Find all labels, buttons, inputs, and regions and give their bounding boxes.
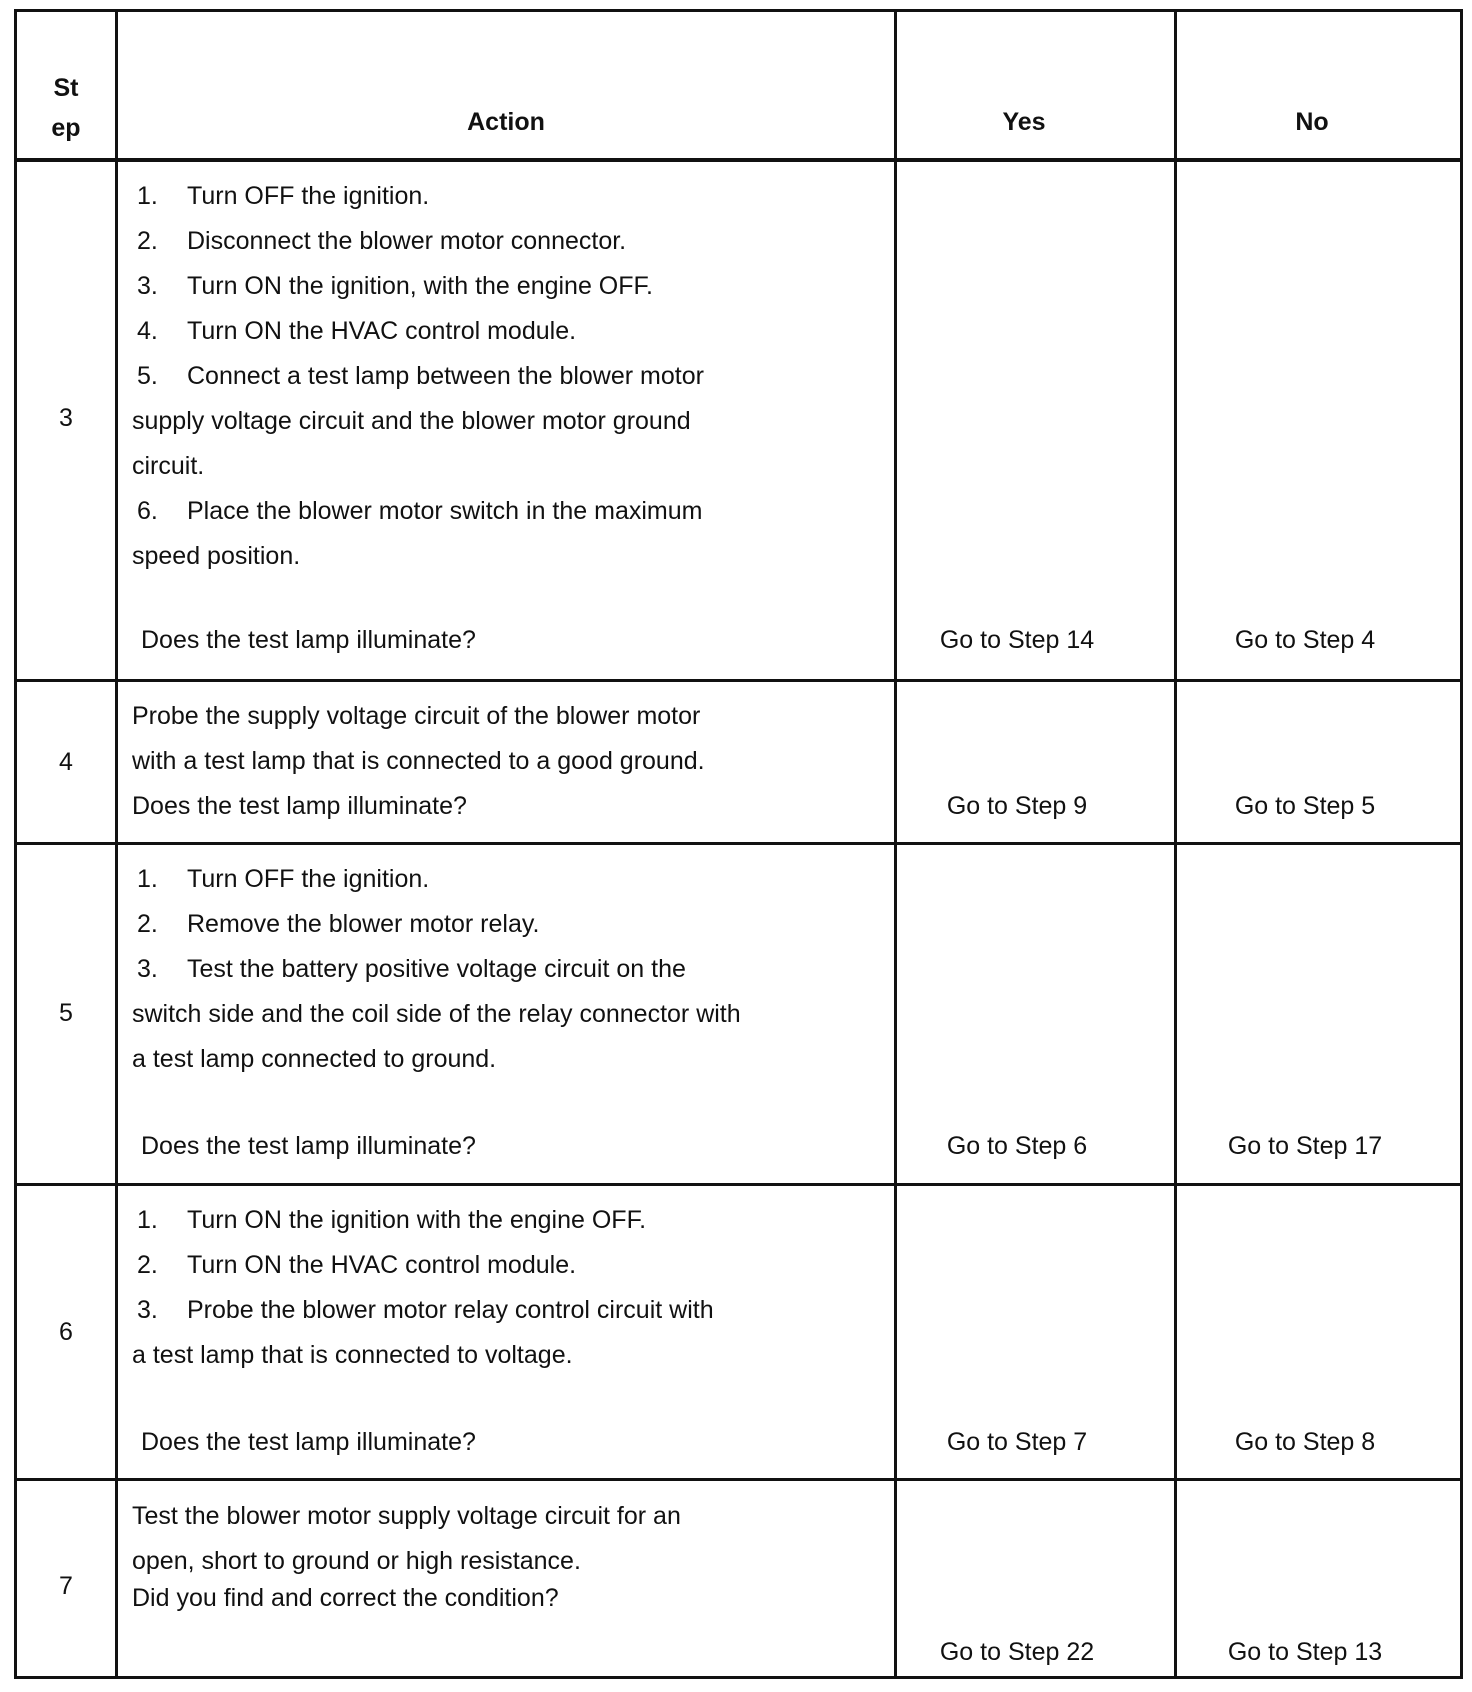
action-question: Does the test lamp illuminate? xyxy=(141,1428,476,1456)
action-line xyxy=(133,227,626,256)
header-action: Action xyxy=(467,108,545,136)
yes-result: Go to Step 22 xyxy=(939,1638,1095,1666)
action-line xyxy=(133,1296,714,1325)
action-line xyxy=(132,1547,581,1576)
step-item-number: 6. xyxy=(137,497,158,525)
no-result: Go to Step 17 xyxy=(1227,1132,1383,1160)
no-result: Go to Step 5 xyxy=(1234,792,1376,820)
step-item-number: 2. xyxy=(137,910,158,938)
no-result: Go to Step 13 xyxy=(1227,1638,1383,1666)
action-line xyxy=(133,317,576,346)
action-line xyxy=(132,1584,559,1613)
action-text: Connect a test lamp between the blower motor xyxy=(187,362,704,390)
action-line xyxy=(132,747,705,776)
action-line xyxy=(132,1045,496,1074)
action-line xyxy=(133,497,702,526)
step-item-number: 2. xyxy=(137,1251,158,1279)
action-question: Does the test lamp illuminate? xyxy=(141,1132,476,1160)
action-text: Turn ON the HVAC control module. xyxy=(187,317,577,345)
action-line xyxy=(132,1341,573,1370)
row-divider-5 xyxy=(14,1183,1463,1186)
step-number: 4 xyxy=(59,748,73,776)
header-yes: Yes xyxy=(1002,108,1046,136)
action-text: Place the blower motor switch in the maximum xyxy=(187,497,703,525)
action-text: Does the test lamp illuminate? xyxy=(132,792,467,820)
step-item-number: 3. xyxy=(137,1296,158,1324)
step-item-number: 3. xyxy=(137,955,158,983)
action-text: Turn OFF the ignition. xyxy=(187,865,430,893)
step-number: 7 xyxy=(59,1572,73,1600)
action-text: with a test lamp that is connected to a good ground. xyxy=(132,747,705,775)
action-line xyxy=(132,542,300,571)
table-border-top xyxy=(14,9,1463,12)
no-result: Go to Step 4 xyxy=(1234,626,1376,654)
action-line xyxy=(132,452,204,481)
no-result: Go to Step 8 xyxy=(1234,1428,1376,1456)
step-item-number: 4. xyxy=(137,317,158,345)
action-text: Turn OFF the ignition. xyxy=(187,182,430,210)
header-step-line1: St xyxy=(53,74,79,102)
header-step-line2: ep xyxy=(51,114,81,142)
step-item-number: 1. xyxy=(137,182,158,210)
action-line xyxy=(133,362,704,391)
action-line xyxy=(132,702,700,731)
step-number: 5 xyxy=(59,999,73,1027)
step-item-number: 1. xyxy=(137,1206,158,1234)
action-line xyxy=(133,182,429,211)
action-text: Turn ON the ignition with the engine OFF. xyxy=(187,1206,647,1234)
action-text: Remove the blower motor relay. xyxy=(187,910,540,938)
yes-result: Go to Step 6 xyxy=(946,1132,1088,1160)
action-text: Did you find and correct the condition? xyxy=(132,1584,559,1612)
action-text: Turn ON the ignition, with the engine OFF. xyxy=(187,272,653,300)
action-line xyxy=(133,1251,576,1280)
step-item-number: 2. xyxy=(137,227,158,255)
step-number: 6 xyxy=(59,1318,73,1346)
action-text: Probe the blower motor relay control circuit with xyxy=(187,1296,714,1324)
row-divider-4 xyxy=(14,842,1463,845)
row-divider-header xyxy=(14,158,1463,162)
action-text: supply voltage circuit and the blower motor ground xyxy=(132,407,691,435)
yes-result: Go to Step 14 xyxy=(939,626,1095,654)
action-line xyxy=(133,272,653,301)
action-text: Test the blower motor supply voltage circuit for an xyxy=(132,1502,681,1530)
action-text: Disconnect the blower motor connector. xyxy=(187,227,627,255)
yes-result: Go to Step 9 xyxy=(946,792,1088,820)
action-text: switch side and the coil side of the relay connector with xyxy=(132,1000,741,1028)
step-item-number: 3. xyxy=(137,272,158,300)
row-divider-3 xyxy=(14,679,1463,682)
action-text: Turn ON the HVAC control module. xyxy=(187,1251,577,1279)
action-question: Does the test lamp illuminate? xyxy=(141,626,476,654)
action-line xyxy=(133,865,429,894)
action-line xyxy=(132,792,467,821)
yes-result: Go to Step 7 xyxy=(946,1428,1088,1456)
action-line xyxy=(133,955,686,984)
step-number: 3 xyxy=(59,404,73,432)
action-text: open, short to ground or high resistance. xyxy=(132,1547,581,1575)
row-divider-6 xyxy=(14,1478,1463,1481)
action-line xyxy=(133,1206,646,1235)
action-text: Test the battery positive voltage circuit on the xyxy=(187,955,686,983)
step-item-number: 1. xyxy=(137,865,158,893)
action-text: Probe the supply voltage circuit of the blower motor xyxy=(132,702,701,730)
action-line xyxy=(133,910,539,939)
action-line xyxy=(132,407,691,436)
action-text: a test lamp that is connected to voltage. xyxy=(132,1341,573,1369)
action-text: speed position. xyxy=(132,542,301,570)
step-item-number: 5. xyxy=(137,362,158,390)
action-text: circuit. xyxy=(132,452,205,480)
action-line xyxy=(132,1000,741,1029)
action-text: a test lamp connected to ground. xyxy=(132,1045,497,1073)
header-step xyxy=(17,68,115,148)
action-line xyxy=(132,1502,681,1531)
header-no: No xyxy=(1295,108,1329,136)
table-border-bottom xyxy=(14,1676,1463,1679)
